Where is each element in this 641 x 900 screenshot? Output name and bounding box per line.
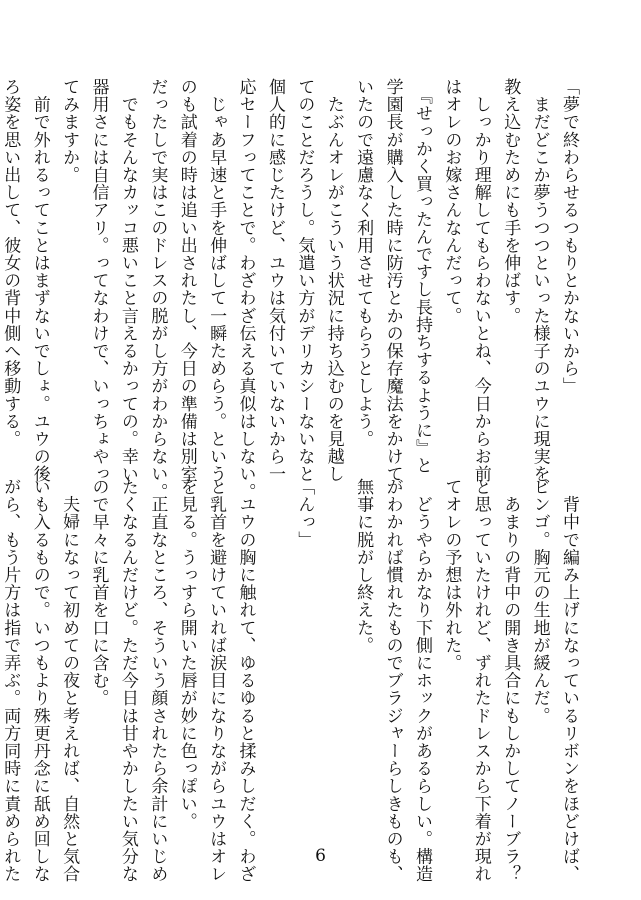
text-line: いも入るもので。いつもより殊更丹念に舐め回しな bbox=[29, 478, 50, 883]
text-line: がわかれば慣れたものでブラジャーらしきものも、 bbox=[382, 478, 403, 883]
text-line: 夫婦になって初めての夜と考えれば、自然と気合 bbox=[59, 478, 80, 883]
text-line: 個人的に感じたけど、ユウは気付いていないから一 bbox=[264, 78, 285, 483]
text-line: 応セーフってことで。わざわざ伝える真似はしない。 bbox=[235, 78, 256, 501]
text-line: と思っていたけれど、ずれたドレスから下着が現れ bbox=[470, 478, 491, 883]
text-line: まだどこか夢うつつといった様子のユウに現実を bbox=[529, 78, 550, 483]
text-line: 正直なところ、そういう顔されたら余計にいじめ bbox=[147, 478, 168, 883]
blank-line bbox=[318, 478, 347, 853]
text-line: のも試着の時は追い出されたし、今日の準備は別室 bbox=[176, 78, 197, 483]
text-line: ビンゴ。胸元の生地が緩んだ。 bbox=[529, 478, 550, 725]
text-line: てみますか。 bbox=[59, 78, 80, 184]
text-line: いたので遠慮なく利用させてもらうとしよう。 bbox=[353, 78, 374, 448]
text-line: たくなるんだけど。ただ今日は甘やかしたい気分な bbox=[117, 478, 138, 883]
text-line: 学園長が購入した時に防汚とかの保存魔法をかけて bbox=[382, 78, 403, 483]
text-line: どうやらかなり下側にホックがあるらしい。構造 bbox=[411, 478, 432, 883]
text-line: てのことだろうし。気遣い方がデリカシーないなと bbox=[294, 78, 315, 483]
text-line: でもそんなカッコ悪いこと言えるかっての。幸い bbox=[117, 78, 138, 483]
text-line: だったしで実はこのドレスの脱がし方がわからない。 bbox=[147, 78, 168, 501]
text-line: あまりの背中の開き具合にもしかしてノーブラ？ bbox=[500, 478, 521, 883]
text-line: ろ姿を思い出して、彼女の背中側へ移動する。 bbox=[0, 78, 21, 448]
text-line: 「んっ」 bbox=[294, 478, 315, 549]
text-line: 『せっかく買ったんですし長持ちするように』と bbox=[411, 78, 432, 475]
text-line: たぶんオレがこういう状況に持ち込むのを見越し bbox=[323, 78, 344, 483]
text-line: てオレの予想は外れた。 bbox=[441, 478, 462, 672]
upper-text-block bbox=[0, 78, 583, 501]
lower-text-block bbox=[0, 478, 583, 883]
text-line: と乳首を避けていれば涙目になりながらユウはオレ bbox=[206, 478, 227, 883]
text-line: ユウの胸に触れて、ゆるゆると揉みしだく。わざ bbox=[235, 478, 256, 883]
text-line: じゃあ早速と手を伸ばして一瞬ためらう。という bbox=[206, 78, 227, 483]
blank-line bbox=[260, 478, 289, 853]
text-line: しっかり理解してもらわないとね、今日からお前 bbox=[470, 78, 491, 483]
text-line: ので早々に乳首を口に含む。 bbox=[88, 478, 109, 707]
text-line: がら、もう片方は指で弄ぶ。両方同時に責められた bbox=[0, 478, 21, 883]
text-line: 教え込むためにも手を伸ばす。 bbox=[500, 78, 521, 325]
text-line: 無事に脱がし終えた。 bbox=[353, 478, 374, 654]
text-line: 背中で編み上げになっているリボンをほどけば、 bbox=[559, 478, 579, 883]
text-line: 器用さには自信アリ。ってなわけで、いっちょやっ bbox=[88, 78, 109, 483]
text-line: 前で外れるってことはまずないでしょ。ユウの後 bbox=[29, 78, 50, 483]
text-line: はオレのお嫁さんなんだって。 bbox=[441, 78, 462, 325]
page-number: 6 bbox=[315, 846, 326, 866]
text-line: を見る。うっすら開いた唇が妙に色っぽい。 bbox=[176, 478, 197, 830]
text-line: 「夢で終わらせるつもりとかないから」 bbox=[559, 78, 579, 395]
